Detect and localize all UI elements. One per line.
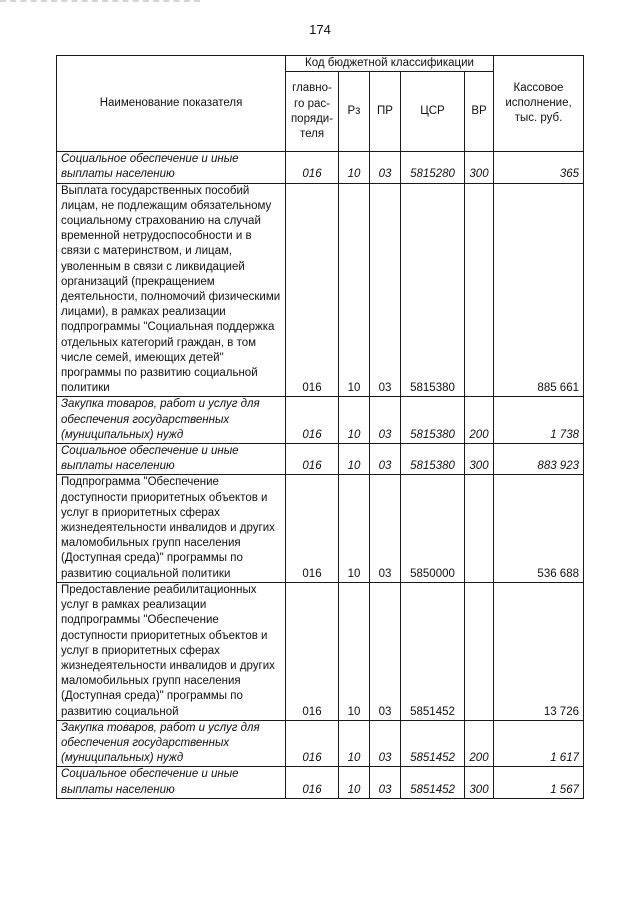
budget-execution-table (56, 55, 584, 799)
row-code-csr: 5851452 (401, 767, 465, 798)
row-code-vr: 300 (465, 152, 494, 183)
row-indicator-name: Подпрограмма "Обеспечение доступности приоритетных объектов и услуг в приоритетных сферах жизнедеятельности инвалидов и других маломобильных групп населения (Доступная среда)" программы по развитию социальной политики (57, 475, 286, 582)
row-amount: 536 688 (494, 475, 584, 582)
row-indicator-name: Социальное обеспечение и иные выплаты населению (57, 767, 286, 798)
header-indicator-name: Наименование показателя (57, 56, 286, 152)
row-indicator-name: Закупка товаров, работ и услуг для обеспечения государственных (муниципальных) нужд (57, 397, 286, 444)
row-code-pr: 03 (370, 720, 401, 767)
header-main-administrator: главно-го рас-поряди-теля (286, 72, 339, 152)
row-code-vr (465, 582, 494, 720)
row-code-vr (465, 183, 494, 397)
row-code-csr: 5815380 (401, 444, 465, 475)
row-code-admin: 016 (286, 183, 339, 397)
row-code-vr (465, 475, 494, 582)
table-row (57, 475, 584, 582)
row-code-admin: 016 (286, 444, 339, 475)
row-code-csr: 5851452 (401, 582, 465, 720)
row-code-admin: 016 (286, 152, 339, 183)
row-code-rz: 10 (339, 582, 370, 720)
row-indicator-name: Социальное обеспечение и иные выплаты населению (57, 444, 286, 475)
row-code-csr: 5815380 (401, 397, 465, 444)
row-code-admin: 016 (286, 767, 339, 798)
row-code-vr: 300 (465, 767, 494, 798)
row-code-pr: 03 (370, 397, 401, 444)
row-code-vr: 200 (465, 720, 494, 767)
row-indicator-name: Закупка товаров, работ и услуг для обеспечения государственных (муниципальных) нужд (57, 720, 286, 767)
row-amount: 883 923 (494, 444, 584, 475)
row-code-csr: 5850000 (401, 475, 465, 582)
row-code-pr: 03 (370, 152, 401, 183)
row-code-rz: 10 (339, 183, 370, 397)
row-code-pr: 03 (370, 444, 401, 475)
row-code-pr: 03 (370, 767, 401, 798)
header-vr: ВР (465, 72, 494, 152)
row-code-vr: 200 (465, 397, 494, 444)
row-code-admin: 016 (286, 397, 339, 444)
row-code-admin: 016 (286, 582, 339, 720)
row-amount: 365 (494, 152, 584, 183)
row-indicator-name: Выплата государственных пособий лицам, не подлежащим обязательному социальному страхованию на случай временной нетрудоспособности и в связи с материнством, и лицам, уволенным в связи с ликвидацией организаций (прекращением деятельности, полномочий физическими лицами), в рамках реализации подпрограммы "Социальная поддержка отдельных категорий граждан, в том числе семей, имеющих детей" программы по развитию социальной политики (57, 183, 286, 397)
table-row (57, 720, 584, 767)
row-code-rz: 10 (339, 475, 370, 582)
header-rz: Рз (339, 72, 370, 152)
header-budget-classification-code: Код бюджетной классификации (286, 56, 494, 72)
table-row (57, 183, 584, 397)
table-row (57, 397, 584, 444)
row-code-pr: 03 (370, 475, 401, 582)
row-code-admin: 016 (286, 475, 339, 582)
scan-edge-mark (0, 0, 200, 10)
row-code-admin: 016 (286, 720, 339, 767)
table-body (57, 152, 584, 799)
row-amount: 1 567 (494, 767, 584, 798)
header-cash-execution: Кассовое исполнение, тыс. руб. (494, 56, 584, 152)
row-code-rz: 10 (339, 397, 370, 444)
header-csr: ЦСР (401, 72, 465, 152)
row-code-pr: 03 (370, 183, 401, 397)
row-code-rz: 10 (339, 444, 370, 475)
page-number: 174 (309, 22, 331, 37)
row-code-pr: 03 (370, 582, 401, 720)
row-code-rz: 10 (339, 152, 370, 183)
row-amount: 1 617 (494, 720, 584, 767)
row-indicator-name: Социальное обеспечение и иные выплаты населению (57, 152, 286, 183)
row-code-csr: 5815280 (401, 152, 465, 183)
row-code-csr: 5815380 (401, 183, 465, 397)
row-indicator-name: Предоставление реабилитационных услуг в рамках реализации подпрограммы "Обеспечение доступности приоритетных объектов и услуг в приоритетных сферах жизнедеятельности инвалидов и других маломобильных групп населения (Доступная среда)" программы по развитию социальной (57, 582, 286, 720)
row-code-rz: 10 (339, 767, 370, 798)
table-row (57, 582, 584, 720)
row-code-rz: 10 (339, 720, 370, 767)
table-row (57, 767, 584, 798)
row-amount: 13 726 (494, 582, 584, 720)
table-row (57, 444, 584, 475)
table-row (57, 152, 584, 183)
row-code-vr: 300 (465, 444, 494, 475)
row-code-csr: 5851452 (401, 720, 465, 767)
row-amount: 1 738 (494, 397, 584, 444)
row-amount: 885 661 (494, 183, 584, 397)
header-pr: ПР (370, 72, 401, 152)
